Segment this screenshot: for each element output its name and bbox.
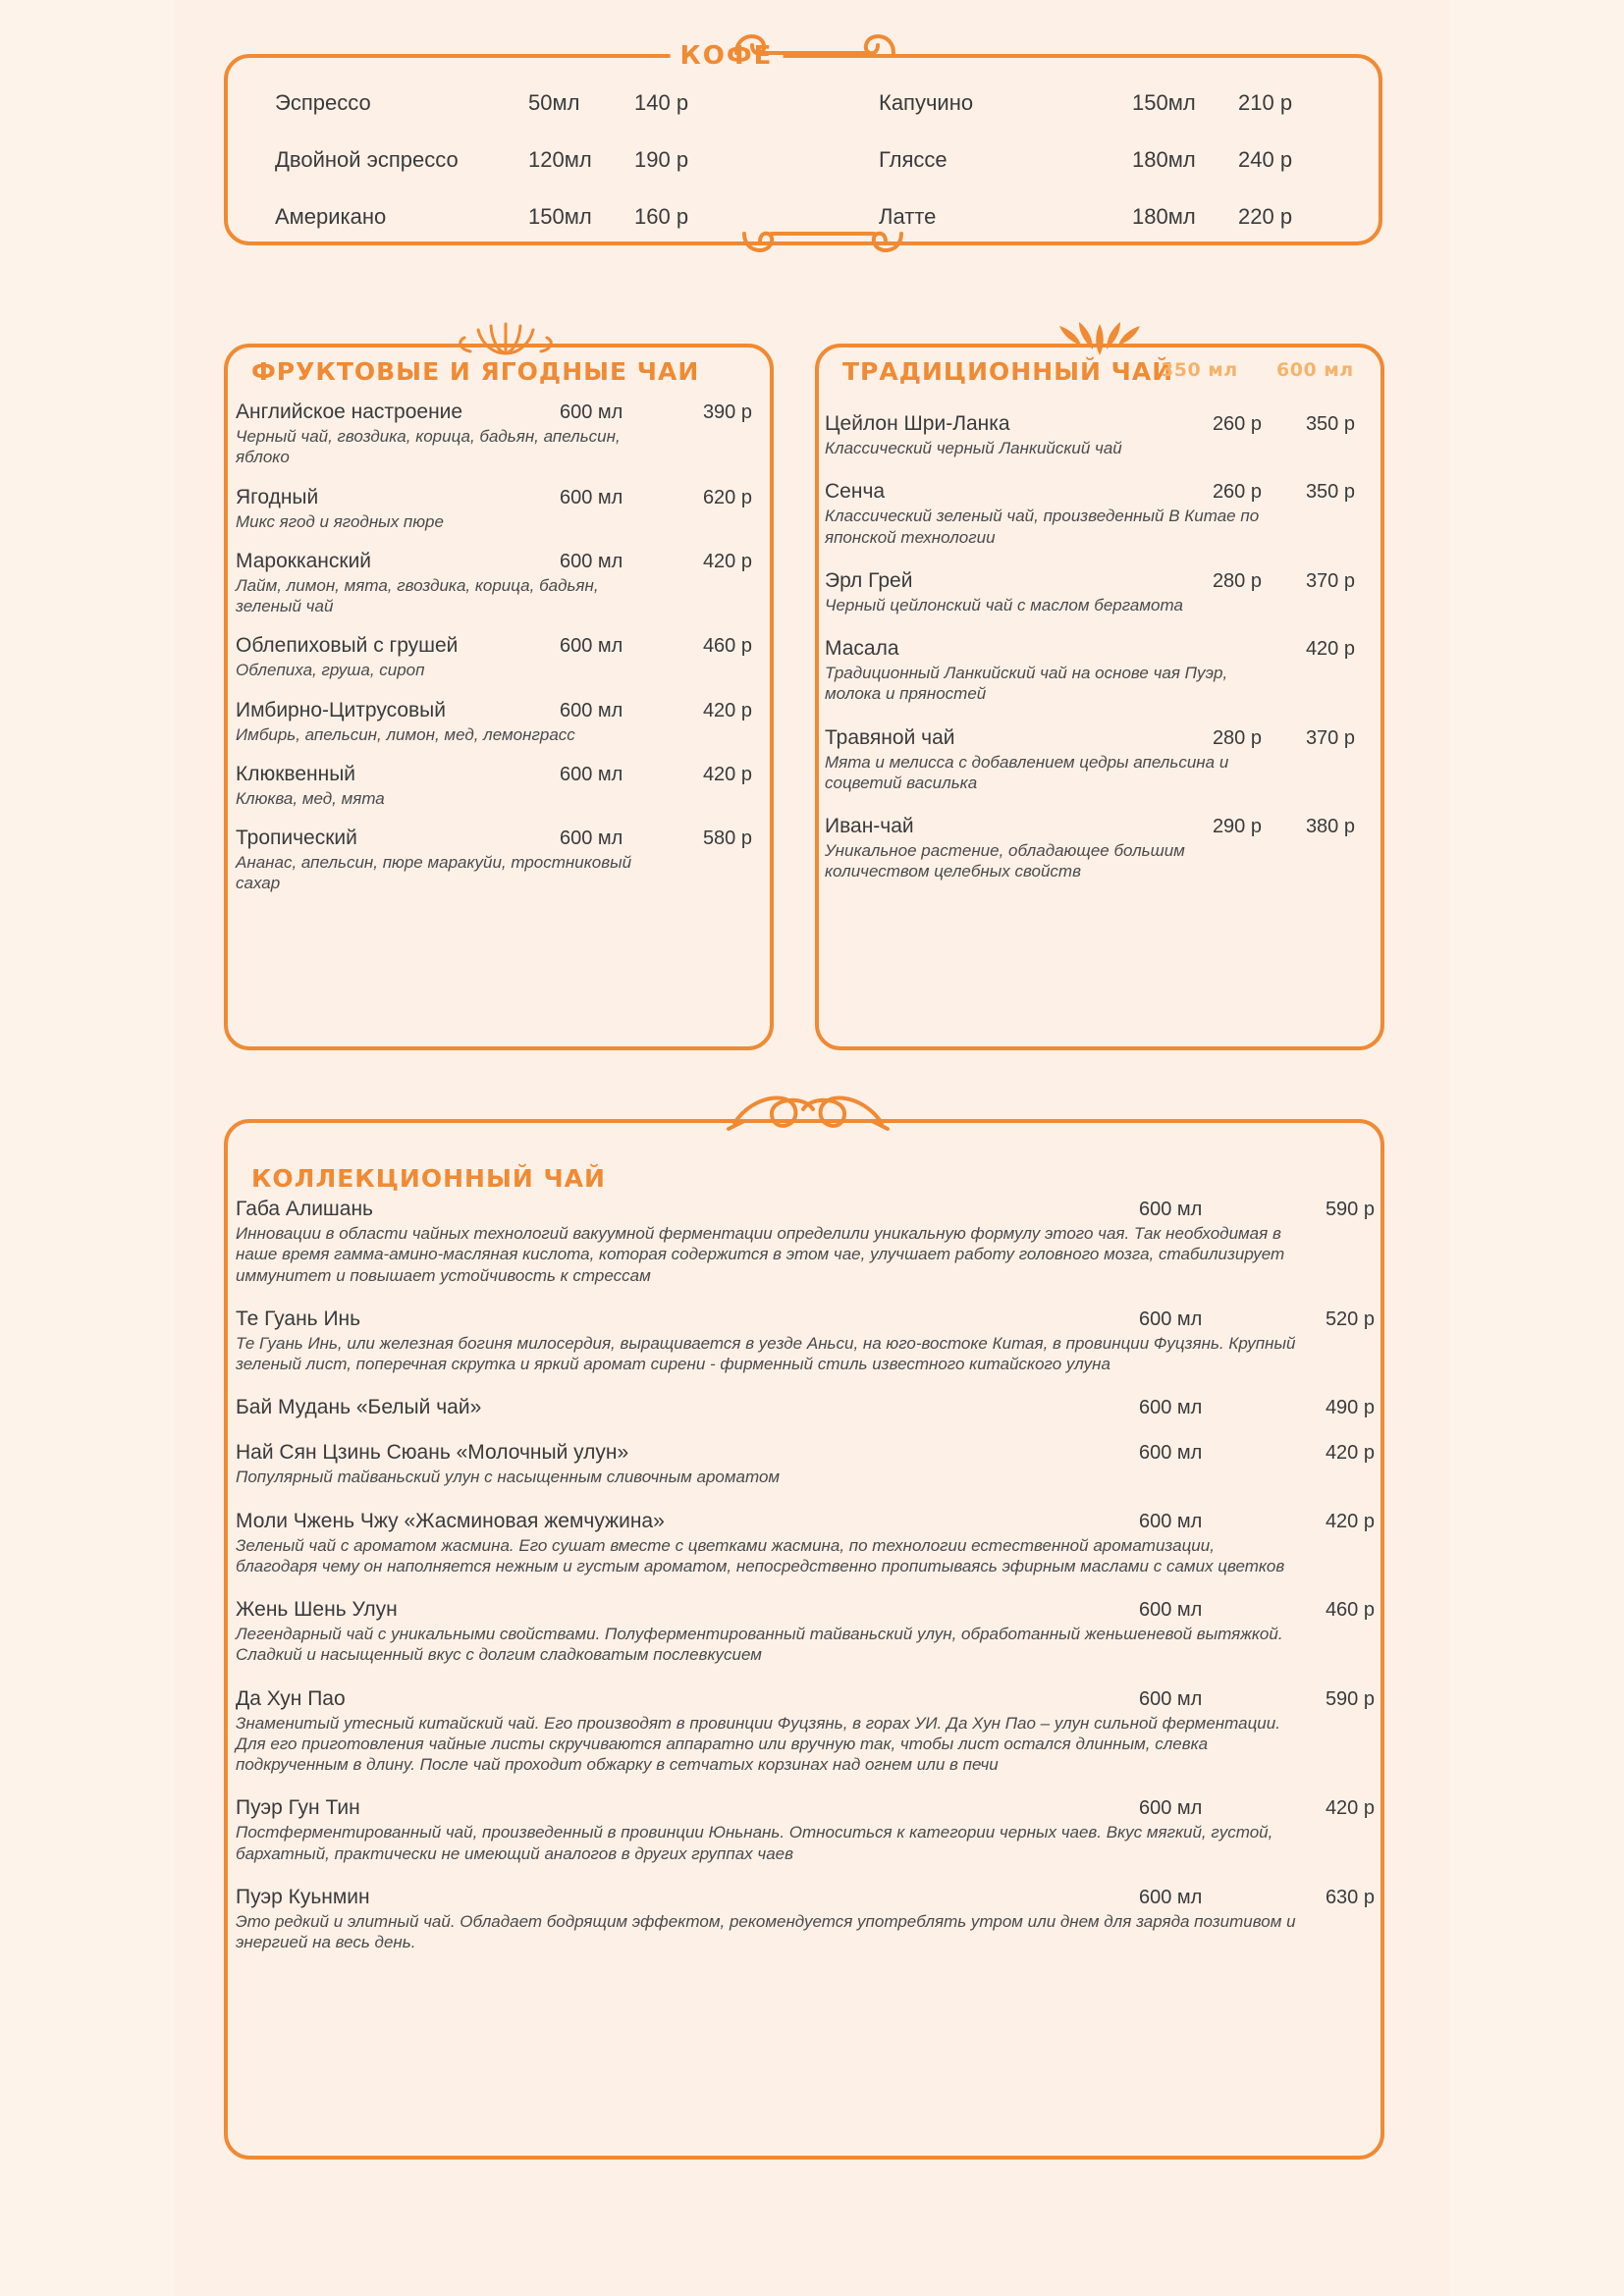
tea-name: Цейлон Шри-Ланка <box>825 412 1010 435</box>
list-item <box>236 699 766 745</box>
tea-name: Масала <box>825 637 899 660</box>
tea-name: Най Сян Цзинь Сюань «Молочный улун» <box>236 1441 629 1465</box>
tea-name: Габа Алишань <box>236 1198 373 1220</box>
list-item <box>236 1308 1375 1375</box>
tea-name: Да Хун Пао <box>236 1686 346 1710</box>
tea-price: 490 р <box>1325 1397 1375 1419</box>
coffee-section-title: КОФЕ <box>671 41 784 71</box>
tea-price: 420 р <box>1325 1510 1375 1532</box>
tea-price-600: 370 р <box>1305 569 1355 592</box>
tea-description: Популярный тайваньский улун с насыщенным сливочным ароматом <box>236 1468 781 1487</box>
tea-description: Те Гуань Инь, или железная богиня милосердия, выращивается в уезде Аньси, на юго-востоке Китая, в провинции Фуцзянь. Крупный зеленый лист, поперечная скрутка и яркий аромат сирени - фирменный стиль известного китайского улуна <box>236 1333 1296 1373</box>
tea-volume: 600 мл <box>1139 1687 1203 1710</box>
tea-volume: 600 мл <box>560 486 623 508</box>
tea-price: 520 р <box>1325 1308 1375 1330</box>
coffee-item <box>275 204 688 261</box>
fan-ornament <box>447 312 565 357</box>
tea-price-600: 350 р <box>1305 413 1355 435</box>
fruit-tea-list <box>236 400 766 912</box>
tea-name: Жень Шень Улун <box>236 1598 398 1621</box>
tea-price: 420 р <box>1325 1442 1375 1465</box>
tea-description: Облепиха, груша, сироп <box>236 661 425 680</box>
tea-price: 460 р <box>702 635 752 658</box>
tea-name: Марокканский <box>236 549 372 572</box>
coffee-item-volume: 150мл <box>1132 90 1196 115</box>
tea-description: Знаменитый утесный китайский чай. Его производят в провинции Фуцзянь, в горах УИ. Да Хун Пао – улун сильной ферментации. Для его приготовления чайные листы скручиваются аппаратно или вручную так, чтобы лист остался длинным, слевка подкрученным в длину. После чай проходит обжарку в сетчатых корзинах над огнем или в печи <box>236 1713 1280 1774</box>
tea-name: Имбирно-Цитрусовый <box>236 698 446 721</box>
traditional-tea-list <box>825 412 1375 904</box>
coffee-item-price: 210 р <box>1238 90 1293 115</box>
tea-price-350: 280 р <box>1212 569 1262 592</box>
tea-price: 590 р <box>1325 1199 1375 1220</box>
coffee-item <box>275 147 688 204</box>
tea-description: Ананас, апельсин, пюре маракуйи, тростниковый сахар <box>236 853 632 893</box>
list-item <box>236 1510 1375 1577</box>
list-item <box>236 1687 1375 1776</box>
tea-description: Зеленый чай с ароматом жасмина. Его сушат вместе с цветками жасмина, по технологии естественной ароматизации, благодаря чему он наполняется нежным и густым ароматом, непосредственно пропитываясь эфирным маслами с самих цветков <box>236 1535 1285 1575</box>
tea-volume: 600 мл <box>560 699 623 721</box>
list-item <box>236 1198 1375 1286</box>
coffee-item-name: Эспрессо <box>275 90 371 115</box>
tea-volume: 600 мл <box>1139 1199 1203 1220</box>
tea-name: Те Гуань Инь <box>236 1307 361 1330</box>
tea-price-600: 350 р <box>1305 481 1355 504</box>
tea-description: Лайм, лимон, мята, гвоздика, корица, бадьян, зеленый чай <box>236 575 599 615</box>
coffee-item-volume: 180мл <box>1132 204 1196 229</box>
tea-volume: 600 мл <box>560 763 623 785</box>
list-item <box>236 763 766 809</box>
tea-name: Клюквенный <box>236 762 356 785</box>
tea-price-350: 260 р <box>1212 413 1262 435</box>
tea-volume: 600 мл <box>560 635 623 658</box>
list-item <box>236 1796 1375 1864</box>
list-item <box>236 1886 1375 1953</box>
list-item <box>825 480 1375 548</box>
list-item <box>236 1441 1375 1487</box>
tea-description: Имбирь, апельсин, лимон, мед, лемонграсс <box>236 724 575 744</box>
list-item <box>236 827 766 894</box>
coffee-item <box>275 90 688 147</box>
tea-volume: 600 мл <box>1139 1442 1203 1465</box>
tea-description: Уникальное растение, обладающее большим количеством целебных свойств <box>825 841 1185 881</box>
tea-price: 390 р <box>702 401 752 423</box>
column-header-350ml: 350 мл <box>1161 359 1238 381</box>
tea-price-350: 280 р <box>1212 726 1262 749</box>
list-item <box>236 550 766 617</box>
coffee-left-column <box>275 90 688 261</box>
list-item <box>236 1396 1375 1419</box>
leaf-ornament <box>1046 312 1154 357</box>
tea-name: Тропический <box>236 827 357 849</box>
coffee-item-price: 160 р <box>634 204 689 229</box>
coffee-item <box>879 90 1292 147</box>
collection-tea-list <box>236 1198 1375 1974</box>
tea-price: 420 р <box>702 699 752 721</box>
coffee-item <box>879 204 1292 261</box>
coffee-item-name: Латте <box>879 204 937 229</box>
fruit-tea-section-title: ФРУКТОВЫЕ И ЯГОДНЫЕ ЧАИ <box>242 357 709 386</box>
list-item <box>825 412 1375 458</box>
column-header-600ml: 600 мл <box>1276 359 1354 381</box>
tea-description: Традиционный Ланкийский чай на основе чая Пуэр, молока и пряностей <box>825 664 1228 704</box>
list-item <box>825 637 1375 705</box>
list-item <box>236 400 766 468</box>
tea-volume: 600 мл <box>560 401 623 423</box>
coffee-item-price: 220 р <box>1238 204 1293 229</box>
coffee-item <box>879 147 1292 204</box>
tea-description: Черный чай, гвоздика, корица, бадьян, апельсин, яблоко <box>236 427 621 467</box>
tea-price: 620 р <box>702 486 752 508</box>
tea-name: Пуэр Куьнмин <box>236 1885 370 1908</box>
coffee-item-name: Двойной эспрессо <box>275 147 459 172</box>
tea-description: Легендарный чай с уникальными свойствами. Полуферментированный тайваньский улун, обработанный женьшеневой вытяжкой. Сладкий и насыщенный вкус с долгим сладковатым послевкусием <box>236 1625 1283 1665</box>
tea-volume: 600 мл <box>1139 1599 1203 1621</box>
tea-description: Постферментированный чай, произведенный в провинции Юньнань. Относиться к категории черных чаев. Вкус мягкий, густой, бархатный, практически не имеющий аналогов в других группах чаев <box>236 1823 1273 1863</box>
coffee-right-column <box>879 90 1292 261</box>
tea-price: 580 р <box>702 828 752 849</box>
tea-price: 590 р <box>1325 1687 1375 1710</box>
coffee-item-name: Капучино <box>879 90 974 115</box>
tea-name: Эрл Грей <box>825 568 913 592</box>
tea-name: Моли Чжень Чжу «Жасминовая жемчужина» <box>236 1509 665 1532</box>
tea-description: Клюква, мед, мята <box>236 788 385 808</box>
knot-ornament <box>715 1080 901 1141</box>
tea-name: Пуэр Гун Тин <box>236 1796 360 1820</box>
tea-volume: 600 мл <box>1139 1308 1203 1330</box>
traditional-tea-section-title: ТРАДИЦИОННЫЙ ЧАЙ <box>833 357 1183 386</box>
tea-volume: 600 мл <box>560 828 623 849</box>
tea-price: 420 р <box>702 550 752 572</box>
tea-description: Это редкий и элитный чай. Обладает бодрящим эффектом, рекомендуется употреблять утром или днем для заряда позитивом и энергией на весь день. <box>236 1911 1296 1951</box>
tea-price-350: 290 р <box>1212 816 1262 837</box>
list-item <box>825 815 1375 882</box>
tea-price-600: 370 р <box>1305 726 1355 749</box>
coffee-item-volume: 180мл <box>1132 147 1196 172</box>
tea-volume: 600 мл <box>1139 1510 1203 1532</box>
list-item <box>236 634 766 680</box>
tea-volume: 600 мл <box>1139 1797 1203 1820</box>
list-item <box>236 1598 1375 1666</box>
coffee-item-name: Американо <box>275 204 387 229</box>
coffee-item-price: 140 р <box>634 90 689 115</box>
tea-name: Облепиховый с грушей <box>236 634 459 658</box>
tea-volume: 600 мл <box>1139 1886 1203 1908</box>
tea-description: Микс ягод и ягодных пюре <box>236 511 444 531</box>
tea-price: 630 р <box>1325 1886 1375 1908</box>
coffee-item-volume: 50мл <box>528 90 580 115</box>
tea-name: Английское настроение <box>236 400 463 423</box>
flourish-ornament <box>727 24 903 63</box>
tea-price-600: 420 р <box>1305 638 1355 660</box>
tea-description: Мята и мелисса с добавлением цедры апельсина и соцветий василька <box>825 752 1229 792</box>
tea-name: Бай Мудань «Белый чай» <box>236 1396 482 1419</box>
collection-tea-section-title: КОЛЛЕКЦИОННЫЙ ЧАЙ <box>242 1164 616 1193</box>
tea-name: Ягодный <box>236 485 319 508</box>
coffee-item-price: 190 р <box>634 147 689 172</box>
tea-description: Классический черный Ланкийский чай <box>825 439 1122 457</box>
tea-price-600: 380 р <box>1305 816 1355 837</box>
tea-description: Классический зеленый чай, произведенный В Китае по японской технологии <box>825 507 1260 547</box>
coffee-item-price: 240 р <box>1238 147 1293 172</box>
tea-volume: 600 мл <box>1139 1397 1203 1419</box>
tea-name: Травяной чай <box>825 725 955 749</box>
coffee-item-name: Гляссе <box>879 147 947 172</box>
coffee-item-volume: 150мл <box>528 204 592 229</box>
tea-name: Сенча <box>825 480 886 504</box>
list-item <box>236 486 766 532</box>
list-item <box>825 569 1375 615</box>
tea-price-350: 260 р <box>1212 481 1262 504</box>
coffee-item-volume: 120мл <box>528 147 592 172</box>
tea-name: Иван-чай <box>825 815 914 837</box>
list-item <box>825 726 1375 794</box>
tea-description: Инновации в области чайных технологий вакуумной ферментации определили уникальную формулу этого чая. Так необходимая в наше время гамма-амино-масляная кислота, которая содержится в этом чае, улучшает работу головного мозга, стабилизирует иммунитет и повышает устойчивость к стрессам <box>236 1224 1285 1285</box>
tea-volume: 600 мл <box>560 550 623 572</box>
tea-description: Черный цейлонский чай с маслом бергамота <box>825 595 1183 614</box>
tea-price: 420 р <box>702 763 752 785</box>
tea-price: 420 р <box>1325 1797 1375 1820</box>
tea-price: 460 р <box>1325 1599 1375 1621</box>
